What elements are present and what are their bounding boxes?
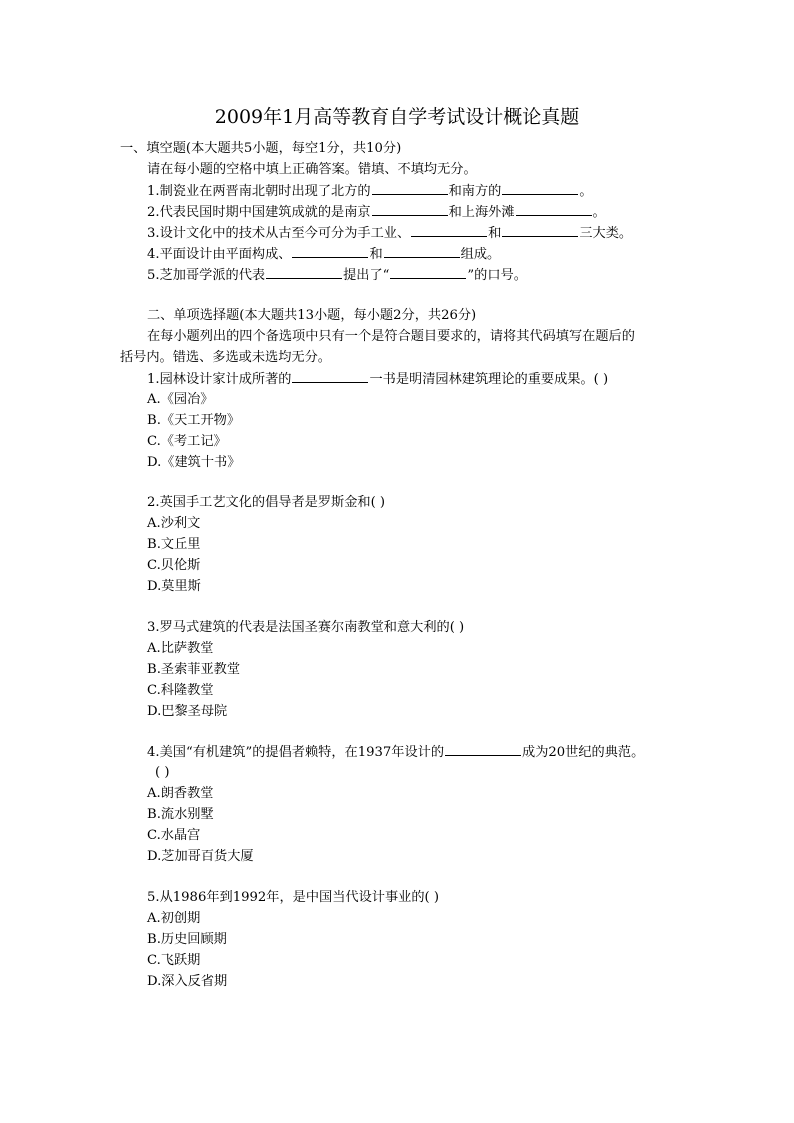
- choice-q1-part-a: 1.园林设计家计成所著的: [147, 372, 292, 387]
- section2-instruction-line1: 在每小题列出的四个备选项中只有一个是符合题目要求的，请将其代码填写在题后的: [147, 329, 635, 344]
- section2-heading: 二、单项选择题(本大题共13小题，每小题2分，共26分): [147, 308, 477, 323]
- choice-q3-option-b: B.圣索菲亚教堂: [147, 662, 241, 677]
- fill-q3-part-c: 三大类。: [579, 226, 633, 241]
- choice-q2-option-a: A.沙利文: [147, 516, 201, 531]
- fill-q5-part-b: 提出了“: [343, 268, 390, 283]
- choice-q1-part-b: 一书是明清园林建筑理论的重要成果。( ): [369, 372, 609, 387]
- choice-q3-option-a: A.比萨教堂: [147, 641, 214, 656]
- choice-question-4: [147, 743, 644, 762]
- fill-q1-part-a: 1.制瓷业在两晋南北朝时出现了北方的: [147, 184, 371, 199]
- choice-q4-option-b: B.流水别墅: [147, 807, 214, 822]
- choice-question-2: 2.英国手工艺文化的倡导者是罗斯金和( ): [147, 495, 386, 510]
- section1-heading: 一、填空题(本大题共5小题，每空1分，共10分): [120, 141, 402, 156]
- choice-q4-part-a: 4.美国“有机建筑”的提倡者赖特，在1937年设计的: [147, 745, 445, 760]
- choice-q2-option-c: C.贝伦斯: [147, 558, 201, 573]
- fill-question-2: [147, 203, 606, 222]
- answer-blank: [390, 266, 466, 279]
- choice-q4-option-a: A.朗香教堂: [147, 786, 214, 801]
- fill-q1-part-b: 和南方的: [448, 184, 502, 199]
- choice-q2-option-d: D.莫里斯: [147, 579, 201, 594]
- answer-blank: [372, 182, 448, 195]
- choice-q5-option-a: A.初创期: [147, 911, 201, 926]
- choice-q2-option-b: B.文丘里: [147, 537, 201, 552]
- choice-question-5: 5.从1986年到1992年，是中国当代设计事业的( ): [147, 890, 439, 905]
- fill-q2-part-c: 。: [592, 205, 606, 220]
- fill-question-3: [147, 224, 632, 243]
- fill-question-4: [147, 245, 500, 264]
- section2-instruction-line2: 括号内。错选、多选或未选均无分。: [120, 350, 331, 365]
- choice-q4-option-c: C.水晶宫: [147, 828, 201, 843]
- choice-q1-option-c: C.《考工记》: [147, 434, 227, 449]
- choice-q3-option-c: C.科隆教堂: [147, 683, 214, 698]
- fill-q5-part-a: 5.芝加哥学派的代表: [147, 268, 266, 283]
- fill-question-5: [147, 266, 527, 285]
- section1-instruction: 请在每小题的空格中填上正确答案。错填、不填均无分。: [147, 162, 477, 177]
- fill-q4-part-c: 组成。: [460, 247, 501, 262]
- choice-q3-option-d: D.巴黎圣母院: [147, 704, 228, 719]
- fill-q2-part-a: 2.代表民国时期中国建筑成就的是南京: [147, 205, 371, 220]
- fill-q3-part-b: 和: [488, 226, 502, 241]
- choice-q4-paren: ( ): [155, 765, 170, 780]
- fill-q3-part-a: 3.设计文化中的技术从古至今可分为手工业、: [147, 226, 411, 241]
- answer-blank: [372, 203, 448, 216]
- choice-q5-option-c: C.飞跃期: [147, 953, 201, 968]
- fill-question-1: [147, 182, 593, 201]
- fill-q1-part-c: 。: [579, 184, 593, 199]
- choice-q1-option-d: D.《建筑十书》: [147, 455, 241, 470]
- choice-q1-option-a: A.《园冶》: [147, 392, 214, 407]
- choice-q5-option-d: D.深入反省期: [147, 974, 228, 989]
- choice-q4-part-b: 成为20世纪的典范。: [522, 745, 645, 760]
- answer-blank: [292, 370, 368, 383]
- fill-q5-part-c: ”的口号。: [467, 268, 527, 283]
- choice-question-3: 3.罗马式建筑的代表是法国圣赛尔南教堂和意大利的( ): [147, 620, 465, 635]
- fill-q4-part-b: 和: [369, 247, 383, 262]
- answer-blank: [445, 743, 521, 756]
- answer-blank: [266, 266, 342, 279]
- answer-blank: [516, 203, 592, 216]
- choice-question-1: [147, 370, 608, 389]
- answer-blank: [411, 224, 487, 237]
- page-title: 2009年1月高等教育自学考试设计概论真题: [214, 106, 580, 128]
- answer-blank: [292, 245, 368, 258]
- answer-blank: [384, 245, 460, 258]
- fill-q2-part-b: 和上海外滩: [448, 205, 515, 220]
- fill-q4-part-a: 4.平面设计由平面构成、: [147, 247, 292, 262]
- answer-blank: [502, 182, 578, 195]
- choice-q4-option-d: D.芝加哥百货大厦: [147, 849, 254, 864]
- choice-q5-option-b: B.历史回顾期: [147, 932, 227, 947]
- choice-q1-option-b: B.《天工开物》: [147, 413, 241, 428]
- answer-blank: [502, 224, 578, 237]
